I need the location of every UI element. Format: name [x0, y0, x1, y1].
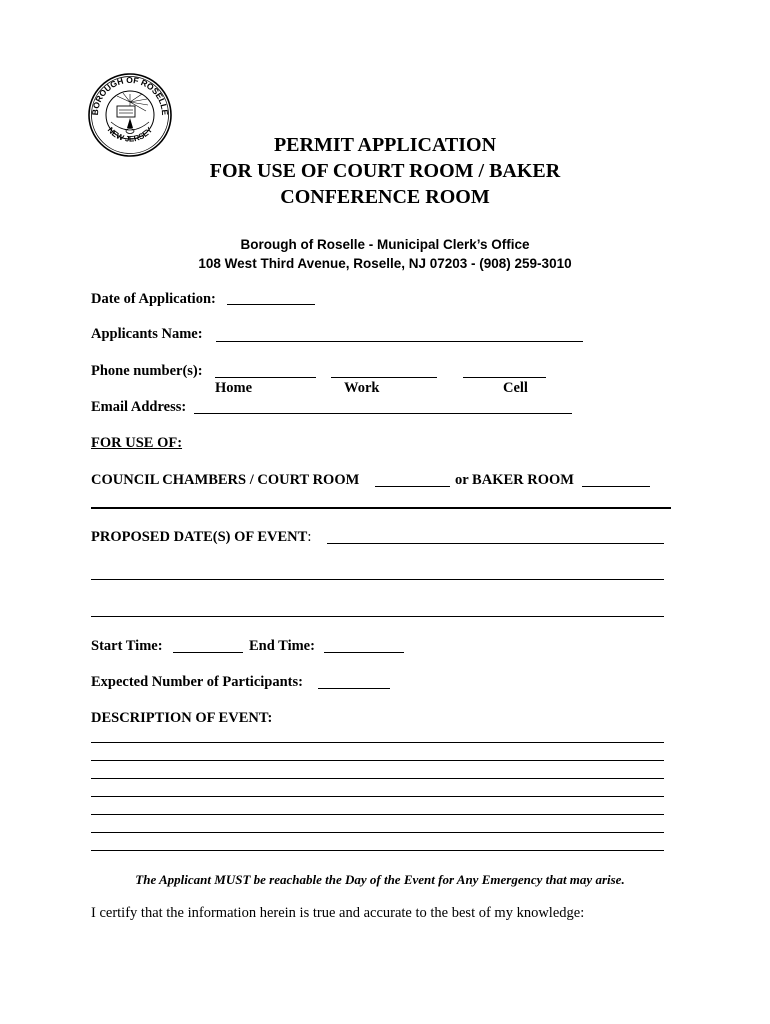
end-time-field[interactable]: [324, 652, 404, 653]
office-name: Borough of Roselle - Municipal Clerk’s Office: [240, 237, 530, 252]
phone-cell-caption: Cell: [503, 380, 528, 396]
title-line-3: CONFERENCE ROOM: [280, 186, 490, 208]
applicants-name-label: Applicants Name:: [91, 326, 203, 342]
proposed-dates-field[interactable]: [327, 543, 664, 544]
council-chambers-label: COUNCIL CHAMBERS / COURT ROOM: [91, 472, 360, 488]
emergency-notice: The Applicant MUST be reachable the Day of the Event for Any Emergency that may arise.: [135, 872, 625, 887]
start-time-field[interactable]: [173, 652, 243, 653]
date-of-application-label: Date of Application:: [91, 291, 216, 307]
date-of-application-field[interactable]: [227, 304, 315, 305]
for-use-of-heading: FOR USE OF:: [91, 435, 183, 451]
certification-statement: I certify that the information herein is true and accurate to the best of my knowledge:: [91, 905, 585, 921]
phone-home-caption: Home: [215, 380, 253, 396]
description-line[interactable]: [91, 814, 664, 815]
phone-work-caption: Work: [344, 380, 380, 396]
description-line[interactable]: [91, 778, 664, 779]
baker-room-field[interactable]: [582, 486, 650, 487]
phone-home-field[interactable]: [215, 377, 316, 378]
participants-label: Expected Number of Participants:: [91, 674, 303, 690]
participants-field[interactable]: [318, 688, 390, 689]
phone-work-field[interactable]: [331, 377, 437, 378]
description-line[interactable]: [91, 850, 664, 851]
svg-text:BOROUGH OF ROSELLE: BOROUGH OF ROSELLE: [89, 74, 171, 116]
email-address-field[interactable]: [194, 413, 572, 414]
description-line[interactable]: [91, 796, 664, 797]
proposed-dates-line[interactable]: [91, 616, 664, 617]
proposed-dates-line[interactable]: [91, 579, 664, 580]
office-address: 108 West Third Avenue, Roselle, NJ 07203 - (908) 259-3010: [198, 256, 572, 271]
description-line[interactable]: [91, 742, 664, 743]
start-time-label: Start Time:: [91, 638, 163, 654]
applicants-name-field[interactable]: [216, 341, 583, 342]
phone-numbers-label: Phone number(s):: [91, 363, 203, 379]
title-line-1: PERMIT APPLICATION: [273, 134, 497, 156]
email-address-label: Email Address:: [91, 399, 187, 415]
description-line[interactable]: [91, 832, 664, 833]
section-divider: [91, 507, 671, 509]
council-chambers-field[interactable]: [375, 486, 450, 487]
end-time-label: End Time:: [249, 638, 315, 654]
baker-room-label: or BAKER ROOM: [455, 472, 574, 488]
description-label: DESCRIPTION OF EVENT:: [91, 710, 273, 726]
svg-text:NEW JERSEY: NEW JERSEY: [105, 125, 155, 144]
proposed-dates-label: PROPOSED DATE(S) OF EVENT:: [91, 529, 312, 545]
description-line[interactable]: [91, 760, 664, 761]
title-line-2: FOR USE OF COURT ROOM / BAKER: [209, 160, 561, 182]
phone-cell-field[interactable]: [463, 377, 546, 378]
